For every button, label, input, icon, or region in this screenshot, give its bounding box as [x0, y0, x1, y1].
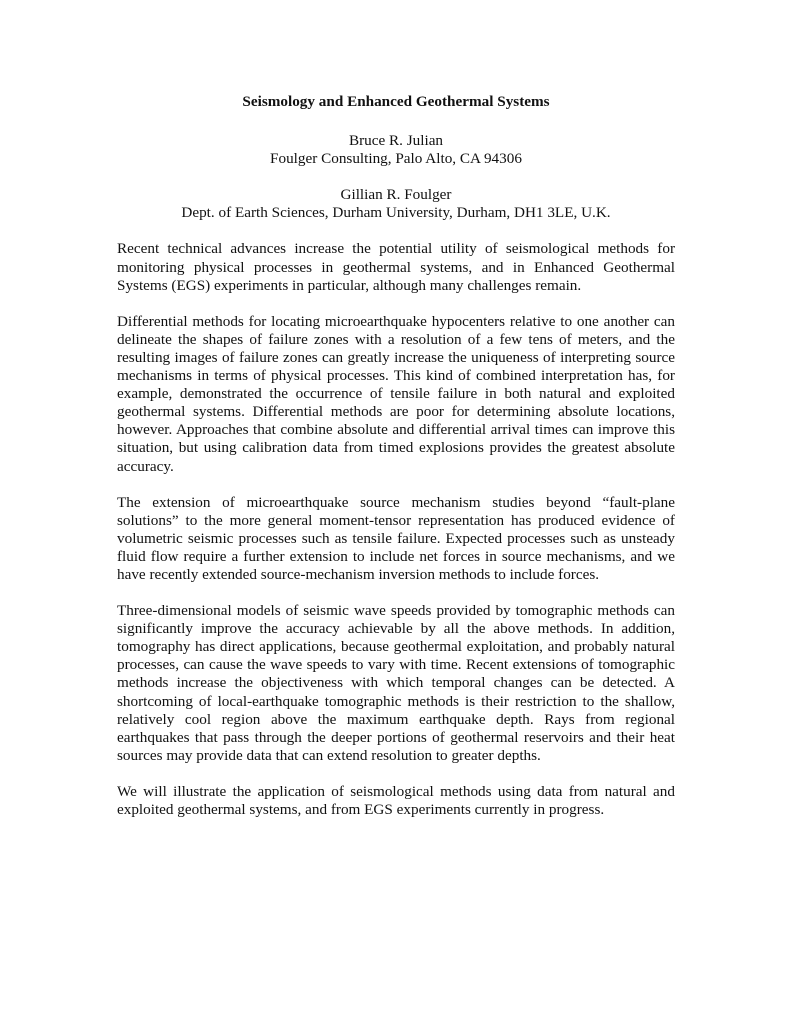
- body-paragraph: We will illustrate the application of seismological methods using data from natural and exploited geothermal systems, and from EGS experiments currently in progress.: [117, 782, 675, 818]
- body-paragraph: The extension of microearthquake source mechanism studies beyond “fault-plane solutions” to the more general moment-tensor representation has produced evidence of volumetric seismic processes such as tensile failure. Expected processes such as unsteady fluid flow require a further extension to include net forces in source mechanisms, and we have recently extended source-mechanism inversion methods to include forces.: [117, 493, 675, 583]
- document-page: [117, 93, 675, 837]
- paper-title: Seismology and Enhanced Geothermal Systems: [242, 93, 550, 110]
- body-paragraph: Three-dimensional models of seismic wave speeds provided by tomographic methods can significantly improve the accuracy achievable by all the above methods. In addition, tomography has direct applications, because geothermal exploitation, and probably natural processes, can cause the wave speeds to vary with time. Recent extensions of tomographic methods increase the objectiveness with which temporal changes can be detected. A shortcoming of local-earthquake tomographic methods is their restriction to the shallow, relatively cool region above the maximum earthquake depth. Rays from regional earthquakes that pass through the deeper portions of geothermal reservoirs and their heat sources may provide data that can extend resolution to greater depths.: [117, 602, 675, 764]
- author-block-2: [117, 186, 675, 222]
- author-block-1: [117, 132, 675, 168]
- author-affiliation: Foulger Consulting, Palo Alto, CA 94306: [270, 150, 522, 168]
- author-name: Gillian R. Foulger: [340, 186, 452, 204]
- author-affiliation: Dept. of Earth Sciences, Durham University, Durham, DH1 3LE, U.K.: [181, 204, 611, 222]
- body-paragraph: Differential methods for locating microearthquake hypocenters relative to one another can delineate the shapes of failure zones with a resolution of a few tens of meters, and the resulting images of failure zones can greatly increase the uniqueness of interpreting source mechanisms in terms of physical processes. This kind of combined interpretation has, for example, demonstrated the occurrence of tensile failure in both natural and exploited geothermal systems. Differential methods are poor for determining absolute locations, however. Approaches that combine absolute and differential arrival times can improve this situation, but using calibration data from timed explosions provides the greatest absolute accuracy.: [117, 312, 675, 475]
- author-name: Bruce R. Julian: [348, 132, 444, 150]
- abstract-paragraph: Recent technical advances increase the potential utility of seismological methods for monitoring physical processes in geothermal systems, and in Enhanced Geothermal Systems (EGS) experiments in particular, although many challenges remain.: [117, 240, 675, 294]
